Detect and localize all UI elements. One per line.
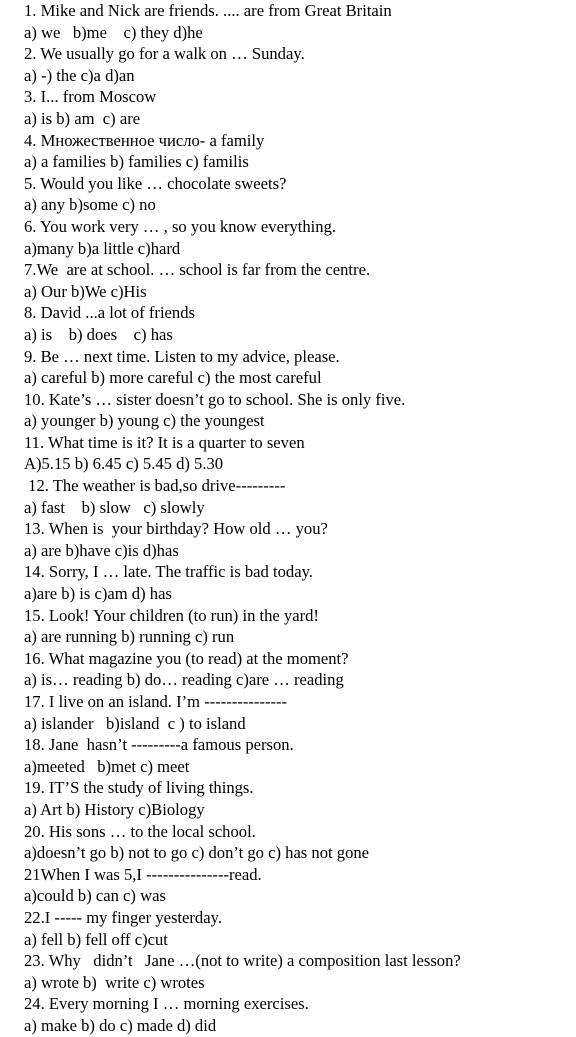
answers-12: a) fast b) slow c) slowly (24, 497, 205, 517)
answers-1: a) we b)me c) they d)he (24, 22, 203, 42)
answers-15: a) are running b) running c) run (24, 627, 235, 647)
question-21: 21When I was 5,I ---------------read. (24, 864, 262, 884)
answers-6: a)many b)a little c)hard (24, 238, 181, 258)
question-14: 14. Sorry, I … late. The traffic is bad today. (24, 562, 313, 582)
question-13: 13. When is your birthday? How old … you? (24, 519, 328, 539)
answers-22: a) fell b) fell off c)cut (24, 929, 168, 949)
answers-2: a) -) the c)a d)an (24, 65, 135, 85)
answers-8: a) is b) does c) has (24, 324, 173, 344)
question-12: 12. The weather is bad,so drive--------- (24, 476, 286, 496)
question-19: 19. IT’S the study of living things. (24, 778, 254, 798)
question-2: 2. We usually go for a walk on … Sunday. (24, 44, 305, 64)
answers-17: a) islander b)island c ) to island (24, 713, 246, 733)
question-1: 1. Mike and Nick are friends. .... are from Great Britain (24, 1, 392, 20)
question-17: 17. I live on an island. I’m --------------- (24, 692, 288, 711)
answers-10: a) younger b) young c) the youngest (24, 411, 265, 431)
answers-18: a)meeted b)met c) meet (24, 756, 190, 776)
question-11: 11. What time is it? It is a quarter to seven (24, 432, 305, 452)
answers-16: a) is… reading b) do… reading c)are … reading (24, 670, 344, 690)
question-7: 7.We are at school. … school is far from the centre. (24, 260, 371, 280)
answers-21: a)could b) can c) was (24, 886, 166, 906)
answers-24: a) make b) do c) made d) did (24, 1015, 217, 1035)
question-18: 18. Jane hasn’t ---------a famous person. (24, 735, 294, 755)
question-3: 3. I... from Moscow (24, 87, 157, 107)
question-20: 20. His sons … to the local school. (24, 821, 256, 841)
question-10: 10. Kate’s … sister doesn’t go to school. She is only five. (24, 389, 406, 409)
answers-13: a) are b)have c)is d)has (24, 540, 179, 560)
question-15: 15. Look! Your children (to run) in the yard! (24, 605, 319, 625)
question-23: 23. Why didn’t Jane …(not to write) a composition last lesson? (24, 951, 461, 971)
answers-7: a) Our b)We c)His (24, 281, 147, 301)
answers-19: a) Art b) History c)Biology (24, 799, 205, 819)
question-22: 22.I ----- my finger yesterday. (24, 907, 222, 927)
worksheet-text (24, 0, 574, 1037)
answers-11: A)5.15 b) 6.45 c) 5.45 d) 5.30 (24, 454, 224, 474)
question-6: 6. You work very … , so you know everything. (24, 216, 337, 236)
answers-4: a) a families b) families c) familis (24, 152, 249, 172)
question-24: 24. Every morning I … morning exercises. (24, 994, 309, 1014)
answers-3: a) is b) am c) are (24, 108, 141, 128)
answers-5: a) any b)some c) no (24, 195, 156, 215)
answers-23: a) wrote b) write c) wrotes (24, 972, 205, 992)
question-9: 9. Be … next time. Listen to my advice, please. (24, 346, 340, 366)
answers-14: a)are b) is c)am d) has (24, 584, 172, 604)
answers-9: a) careful b) more careful c) the most careful (24, 368, 322, 388)
question-4: 4. Множественное число- a family (24, 130, 265, 150)
question-5: 5. Would you like … chocolate sweets? (24, 173, 287, 193)
answers-20: a)doesn’t go b) not to go c) don’t go c) has not gone (24, 843, 370, 863)
question-16: 16. What magazine you (to read) at the moment? (24, 648, 349, 668)
question-8: 8. David ...a lot of friends (24, 303, 195, 323)
